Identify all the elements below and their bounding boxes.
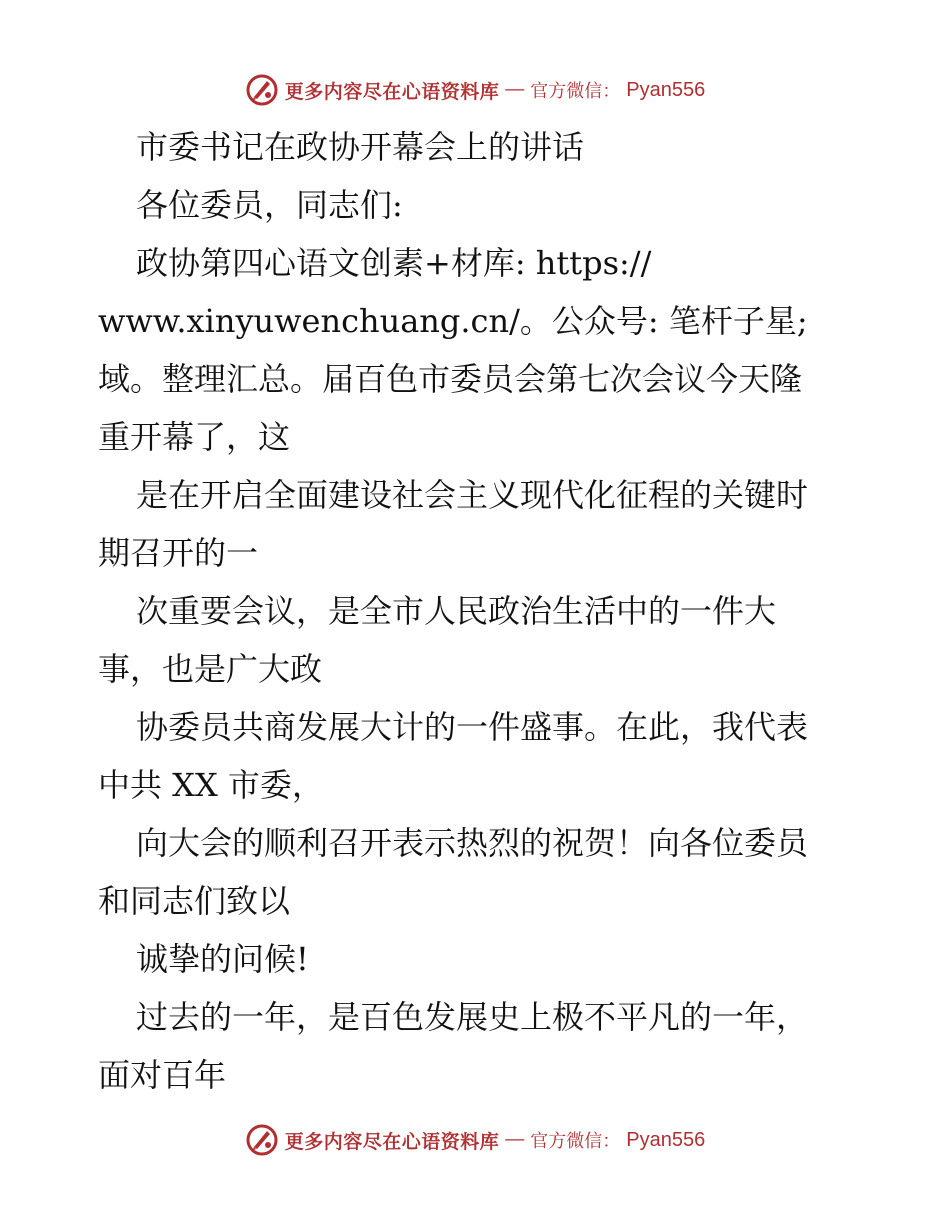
paragraph-line: 域。整理汇总。届百色市委员会第七次会议今天隆 (98, 360, 803, 398)
paragraph-line: 事，也是广大政 (98, 650, 323, 688)
paragraph-line: 协委员共商发展大计的一件盛事。在此，我代表 (136, 708, 809, 746)
salutation: 各位委员，同志们: (136, 186, 403, 224)
paragraph-line: 诚挚的问候! (136, 940, 309, 978)
paragraph-line: 面对百年 (98, 1056, 227, 1094)
paragraph-line: 次重要会议，是全市人民政治生活中的一件大 (136, 592, 777, 630)
watermark-separator: — (505, 79, 525, 100)
paragraph-line: 重开幕了，这 (98, 418, 291, 456)
watermark-brand-text: 更多内容尽在心语资料库 (284, 80, 500, 103)
document-body (98, 118, 858, 1104)
document-title: 市委书记在政协开幕会上的讲话 (136, 128, 585, 166)
footer-watermark-banner (0, 1120, 950, 1160)
paragraph-line: www.xinyuwenchuang.cn/。公众号: 笔杆子星; (98, 302, 808, 340)
watermark-brand-text: 更多内容尽在心语资料库 (284, 1130, 500, 1153)
watermark-wechat-label: 官方微信： (530, 81, 621, 102)
quill-seal-icon (245, 1123, 279, 1157)
paragraph-line: 向大会的顺利召开表示热烈的祝贺！向各位委员 (136, 824, 809, 862)
quill-seal-icon (245, 73, 279, 107)
watermark-wechat-label: 官方微信： (530, 1131, 621, 1152)
watermark-wechat-id: Pyan556 (626, 78, 706, 101)
paragraph-line: 中共 XX 市委， (98, 766, 324, 804)
paragraph-line: 政协第四心语文创素+材库: https:// (136, 244, 652, 282)
paragraph-line: 过去的一年，是百色发展史上极不平凡的一年， (136, 998, 809, 1036)
watermark-separator: — (505, 1129, 525, 1150)
paragraph-line: 期召开的一 (98, 534, 259, 572)
watermark-wechat-id: Pyan556 (626, 1128, 706, 1151)
paragraph-line: 和同志们致以 (98, 882, 291, 920)
paragraph-line: 是在开启全面建设社会主义现代化征程的关键时 (136, 476, 809, 514)
header-watermark-banner (0, 70, 950, 110)
